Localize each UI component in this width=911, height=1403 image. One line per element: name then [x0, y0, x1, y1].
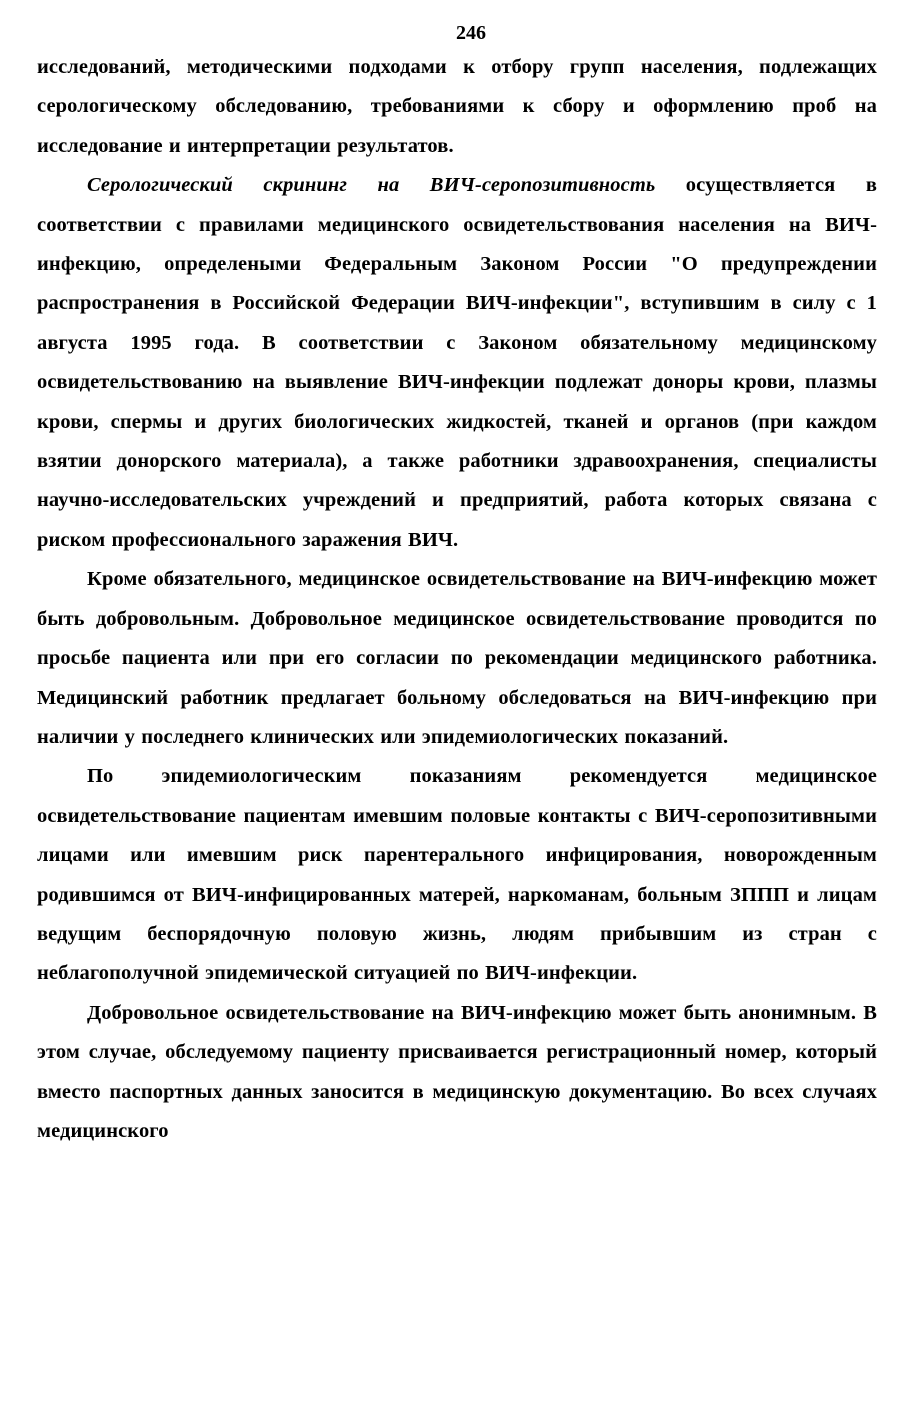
paragraph-2: [37, 166, 877, 560]
paragraph-3: Кроме обязательного, медицинское освидетельствование на ВИЧ-инфекцию может быть добровольным. Добровольное медицинское освидетельствование проводится по просьбе пациента или при его согласии по рекомендации медицинского работника. Медицинский работник предлагает больному обследоваться на ВИЧ-инфекцию при наличии у последнего клинических или эпидемиологических показаний.: [37, 568, 877, 748]
paragraph-4: По эпидемиологическим показаниям рекомендуется медицинское освидетельствование пациентам имевшим половые контакты с ВИЧ-серопозитивными лицами или имевшим риск парентерального инфицирования, новорожденным родившимся от ВИЧ-инфицированных матерей, наркоманам, больным ЗППП и лицам ведущим беспорядочную половую жизнь, людям прибывшим из стран с неблагополучной эпидемической ситуацией по ВИЧ-инфекции.: [37, 765, 877, 985]
paragraph-1: исследований, методическими подходами к отбору групп населения, подлежащих серологическому обследованию, требованиями к сбору и оформлению проб на исследование и интерпретации результатов.: [37, 56, 877, 157]
paragraph-2-text: осуществляется в соответствии с правилами медицинского освидетельствования населения на ВИЧ-инфекцию, определеными Федеральным Законом России "О предупреждении распространения в Российской Федерации ВИЧ-инфекции", вступившим в силу с 1 августа 1995 года. В соответствии с Законом обязательному медицинскому освидетельствованию на выявление ВИЧ-инфекции подлежат доноры крови, плазмы крови, спермы и других биологических жидкостей, тканей и органов (при каждом взятии донорского материала), а также работники здравоохранения, специалисты научно-исследовательских учреждений и предприятий, работа которых связана с риском профессионального заражения ВИЧ.: [37, 174, 877, 551]
paragraph-5: Добровольное освидетельствование на ВИЧ-инфекцию может быть анонимным. В этом случае, обследуемому пациенту присваивается регистрационный номер, который вместо паспортных данных заносится в медицинскую документацию. Во всех случаях медицинского: [37, 1001, 877, 1142]
page-number: 246: [456, 22, 486, 44]
document-page: [37, 18, 877, 1151]
paragraph-2-emphasis: Серологический скрининг на ВИЧ-серопозитивность: [87, 174, 656, 197]
